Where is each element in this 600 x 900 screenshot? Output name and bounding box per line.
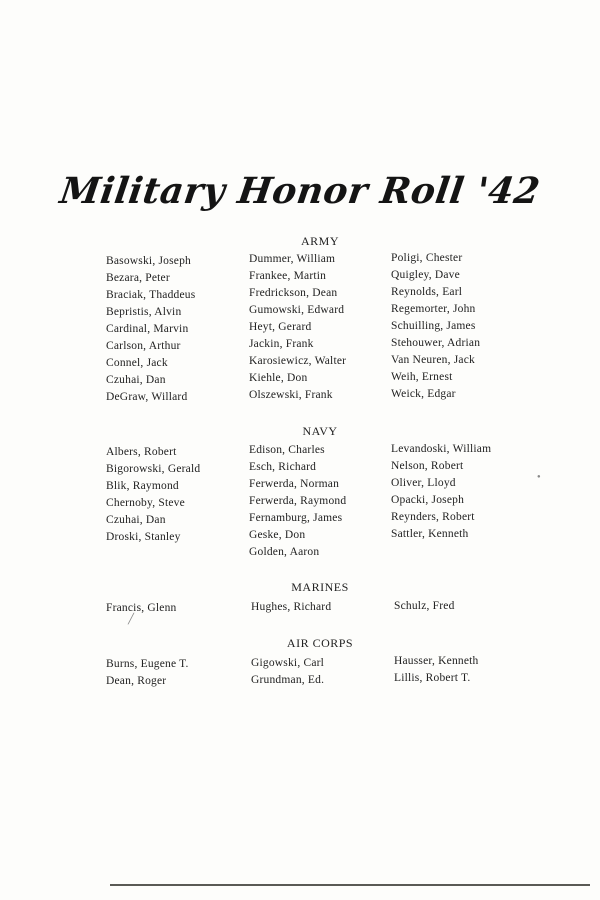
list-item: Bigorowski, Gerald	[106, 463, 201, 475]
list-item: Regemorter, John	[391, 303, 476, 315]
navy-column-1	[106, 444, 200, 546]
section-heading-air-corps: AIR CORPS	[286, 636, 354, 650]
list-item: Droski, Stanley	[106, 531, 181, 543]
list-item: Kiehle, Don	[249, 372, 308, 384]
list-item: Gigowski, Carl	[251, 657, 325, 669]
list-item: Ferwerda, Norman	[249, 478, 340, 490]
list-item: Opacki, Joseph	[391, 494, 465, 506]
list-item: Karosiewicz, Walter	[249, 355, 347, 367]
bottom-edge-rule	[110, 884, 590, 886]
air-corps-column-3	[394, 653, 479, 687]
list-item: Nelson, Robert	[391, 460, 464, 472]
air-corps-column-1	[106, 656, 189, 690]
list-item: Chernoby, Steve	[106, 497, 185, 509]
list-item: Hausser, Kenneth	[394, 655, 479, 667]
page-title: Military Honor Roll '42	[57, 170, 543, 212]
paper-mark: ╱	[128, 614, 135, 625]
marines-column-2	[251, 599, 331, 616]
list-item: Lillis, Robert T.	[394, 672, 471, 684]
list-item: Edison, Charles	[249, 444, 325, 456]
marines-column-3	[394, 598, 455, 615]
section-heading-navy: NAVY	[302, 424, 338, 438]
navy-column-2	[249, 442, 346, 561]
list-item: Oliver, Lloyd	[391, 477, 456, 489]
list-item: Braciak, Thaddeus	[106, 289, 196, 301]
section-heading-marines: MARINES	[291, 580, 349, 594]
list-item: Basowski, Joseph	[106, 255, 191, 267]
list-item: Connel, Jack	[106, 357, 168, 369]
section-heading-army: ARMY	[300, 234, 339, 248]
list-item: Albers, Robert	[106, 446, 177, 458]
list-item: Weih, Ernest	[391, 371, 453, 383]
list-item: Quigley, Dave	[391, 269, 460, 281]
list-item: Olszewski, Frank	[249, 389, 333, 401]
list-item: Schulz, Fred	[394, 600, 455, 612]
list-item: Sattler, Kenneth	[391, 528, 469, 540]
list-item: Frankee, Martin	[249, 270, 327, 282]
air-corps-column-2	[251, 655, 324, 689]
army-column-1	[106, 253, 195, 406]
list-item: Francis, Glenn	[106, 602, 177, 614]
list-item: Burns, Eugene T.	[106, 658, 189, 670]
list-item: Grundman, Ed.	[251, 674, 325, 686]
list-item: Heyt, Gerard	[249, 321, 312, 333]
list-item: Fernamburg, James	[249, 512, 343, 524]
list-item: Levandoski, William	[391, 443, 492, 455]
list-item: Fredrickson, Dean	[249, 287, 338, 299]
list-item: Bezara, Peter	[106, 272, 170, 284]
army-column-3	[391, 250, 480, 403]
list-item: Ferwerda, Raymond	[249, 495, 347, 507]
list-item: Golden, Aaron	[249, 546, 320, 558]
list-item: Reynolds, Earl	[391, 286, 463, 298]
army-column-2	[249, 251, 346, 404]
marines-column-1	[106, 600, 177, 617]
list-item: Dean, Roger	[106, 675, 167, 687]
list-item: Dummer, William	[249, 253, 336, 265]
list-item: Gumowski, Edward	[249, 304, 345, 316]
navy-column-3	[391, 441, 491, 543]
list-item: Van Neuren, Jack	[391, 354, 475, 366]
list-item: Reynders, Robert	[391, 511, 475, 523]
list-item: Carlson, Arthur	[106, 340, 181, 352]
list-item: Stehouwer, Adrian	[391, 337, 481, 349]
list-item: Hughes, Richard	[251, 601, 332, 613]
list-item: DeGraw, Willard	[106, 391, 188, 403]
list-item: Poligi, Chester	[391, 252, 463, 264]
list-item: Czuhai, Dan	[106, 514, 166, 526]
list-item: Schuilling, James	[391, 320, 476, 332]
list-item: Czuhai, Dan	[106, 374, 166, 386]
list-item: Geske, Don	[249, 529, 306, 541]
list-item: Bepristis, Alvin	[106, 306, 182, 318]
list-item: Blik, Raymond	[106, 480, 179, 492]
list-item: Esch, Richard	[249, 461, 317, 473]
list-item: Weick, Edgar	[391, 388, 456, 400]
list-item: Cardinal, Marvin	[106, 323, 189, 335]
paper-speck: ●	[537, 474, 541, 480]
list-item: Jackin, Frank	[249, 338, 314, 350]
